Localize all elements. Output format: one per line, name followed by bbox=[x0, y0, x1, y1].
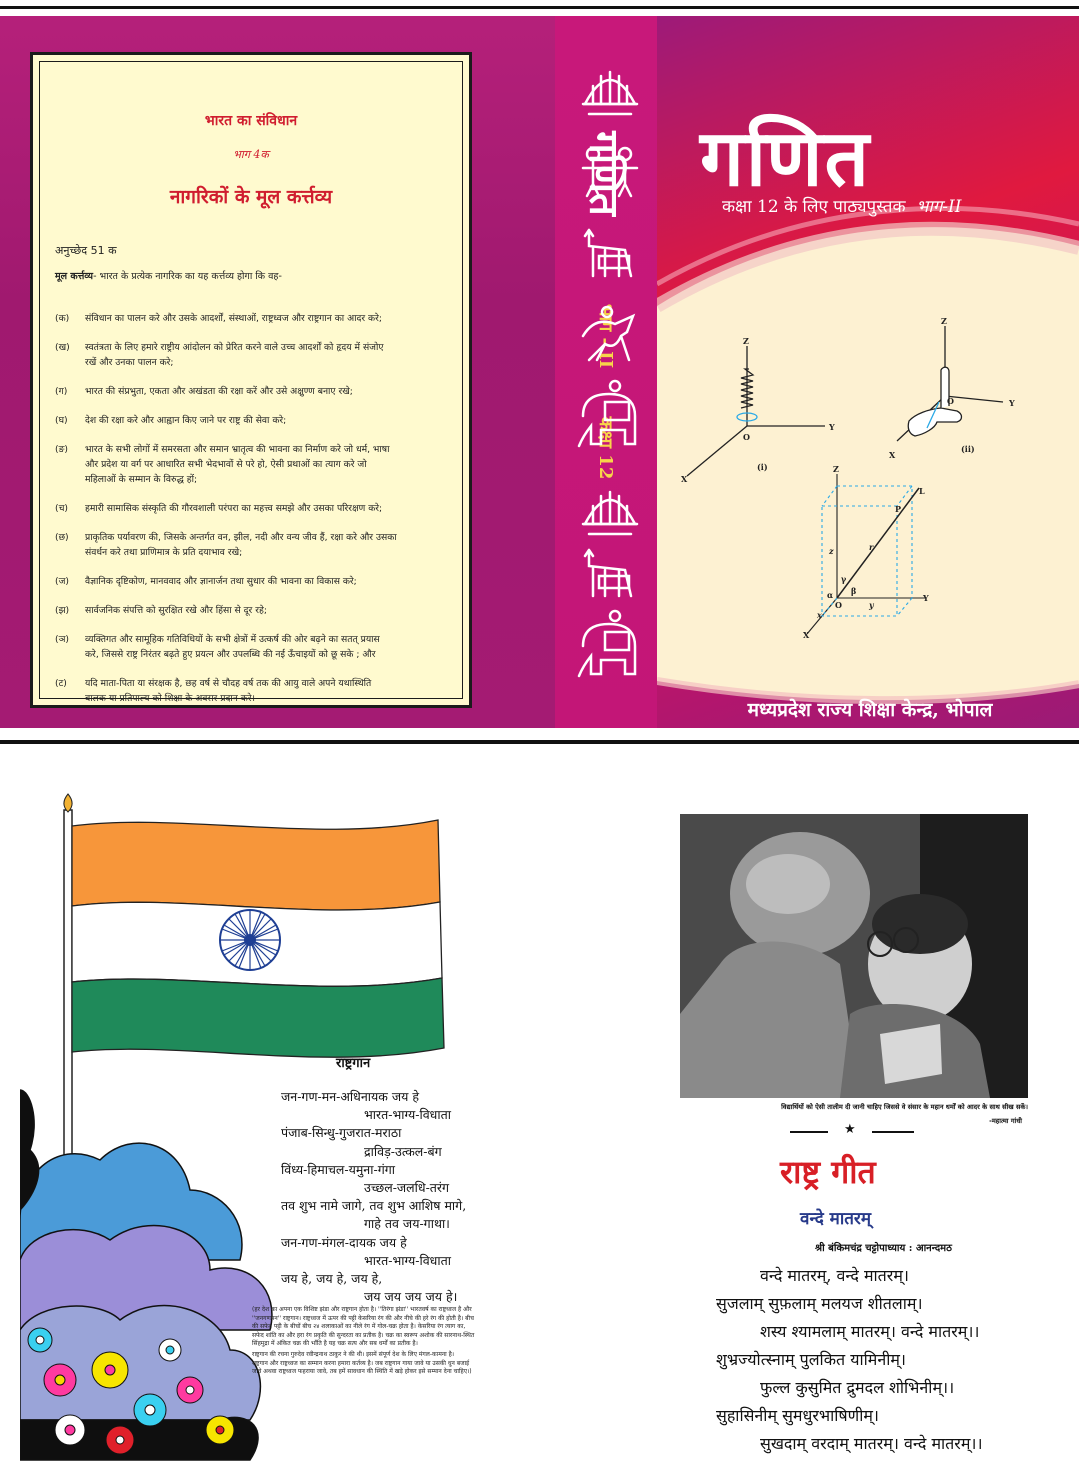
gandhi-photo bbox=[680, 814, 1028, 1098]
duty-line: करे, जिससे राष्ट्र निरंतर बढ़ते हुए प्रयत्न और उपलब्धि की नई ऊँचाइयों को छू सके ; और bbox=[85, 649, 376, 660]
song-line: सुजलाम् सुफ़लाम् मलयज शीतलाम्। bbox=[716, 1294, 923, 1313]
fig1-z-label: Z bbox=[743, 336, 749, 346]
duty-item bbox=[55, 574, 455, 589]
anthem-note-line: (हर देश का अपना एक विशिष्ट झंडा और राष्ट्रगान होता है। ''तिरंगा झंडा'' भारतवर्ष का राष्ट्रध्वज है और bbox=[252, 1306, 472, 1313]
deer-icon-2 bbox=[585, 550, 631, 596]
publisher-name: मध्यप्रदेश राज्य शिक्षा केन्द्र, भोपाल bbox=[747, 699, 993, 721]
anthem-line: गाहे तव जय-गाथा। bbox=[364, 1216, 450, 1232]
divider-left bbox=[790, 1131, 828, 1133]
song-line: फुल्ल कुसुमित द्रुमदल शोभिनीम्।। bbox=[760, 1378, 955, 1397]
duty-text bbox=[85, 340, 455, 370]
duty-line: प्राकृतिक पर्यावरण की, जिसके अन्तर्गत वन, झील, नदी और वन्य जीव हैं, रक्षा करे और उसका bbox=[85, 532, 397, 543]
fig1-y-label: Y bbox=[829, 422, 835, 432]
duty-item bbox=[55, 340, 455, 370]
fig3-xsmall-label: x bbox=[817, 610, 822, 620]
duty-line: संविधान का पालन करे और उसके आदर्शों, संस्थाओं, राष्ट्रध्वज और राष्ट्रगान का आदर करे; bbox=[85, 313, 382, 324]
duty-line: रखें और उनका पालन करे; bbox=[85, 357, 174, 368]
duty-line: यदि माता-पिता या संरक्षक है, छह वर्ष से चौदह वर्ष तक की आयु वाले अपने यथास्थिति bbox=[85, 678, 372, 689]
duty-key: (घ) bbox=[55, 415, 68, 426]
photo-caption: विद्यार्थियों को ऐसी तालीम दी जानी चाहिए जिससे वे संसार के महान धर्मों को आदर के साथ सीख सकें। bbox=[781, 1103, 1028, 1111]
duty-text bbox=[85, 530, 455, 560]
dancers-icon bbox=[583, 148, 637, 196]
duty-item bbox=[55, 530, 455, 560]
duty-key: (च) bbox=[55, 503, 69, 514]
fig3-gamma-label: γ bbox=[841, 574, 847, 584]
duty-item bbox=[55, 311, 455, 326]
duty-key: (ञ) bbox=[55, 634, 69, 645]
fig3-z-label: Z bbox=[833, 464, 839, 474]
duty-line: व्यक्तिगत और सामूहिक गतिविधियों के सभी क्षेत्रों में उत्कर्ष की ओर बढ़ने का सतत् प्रयास bbox=[85, 634, 380, 645]
duty-line: हमारी सामासिक संस्कृति की गौरवशाली परंपरा का महत्त्व समझे और उसका परिरक्षण करे; bbox=[85, 503, 383, 514]
fig2-y-label: Y bbox=[1009, 398, 1015, 408]
middle-rule bbox=[0, 740, 1079, 744]
fig3-ysmall-label: y bbox=[869, 600, 874, 610]
song-author: श्री बंकिमचंद्र चट्टोपाध्याय : आनन्दमठ bbox=[815, 1243, 952, 1254]
duty-key: (क) bbox=[55, 313, 70, 324]
anthem-line: जय जय जय जय हे। bbox=[364, 1289, 458, 1305]
elephant-icon bbox=[579, 381, 635, 446]
elephant-icon-2 bbox=[579, 611, 635, 676]
part-label: भाग 4क bbox=[233, 148, 269, 161]
fig1-caption: (i) bbox=[757, 462, 768, 472]
deer-icon bbox=[585, 230, 631, 276]
divider-right bbox=[872, 1131, 914, 1133]
duty-text bbox=[85, 574, 455, 589]
duty-item bbox=[55, 384, 455, 399]
fig2-x-label: X bbox=[889, 450, 896, 460]
spine-part: भाग - II bbox=[595, 303, 616, 369]
duty-key: (ग) bbox=[55, 386, 68, 397]
duty-text bbox=[85, 501, 455, 516]
anthem-line: पंजाब-सिन्धु-गुजरात-मराठा bbox=[281, 1125, 402, 1141]
anthem-note-line: राष्ट्रगान की रचना गुरुदेव रवीन्द्रनाथ ठाकुर ने की थी। इसमें संपूर्ण देश के लिए मंगल-कामना है। bbox=[252, 1350, 455, 1358]
duty-text bbox=[85, 442, 455, 487]
anthem-line: जय हे, जय हे, जय हे, bbox=[281, 1271, 383, 1286]
fig2-z-label: Z bbox=[941, 316, 947, 326]
spine-class: कक्षा 12 bbox=[595, 416, 616, 480]
duty-item bbox=[55, 501, 455, 516]
diagram-labels bbox=[657, 16, 1079, 728]
duty-line: देश की रक्षा करे और आह्वान किए जाने पर राष्ट्र की सेवा करे; bbox=[85, 415, 287, 426]
anthem-line: उच्छल-जलधि-तरंग bbox=[364, 1180, 450, 1195]
duty-key: (ट) bbox=[55, 678, 67, 689]
duty-item bbox=[55, 413, 455, 428]
song-title: राष्ट्र गीत bbox=[780, 1153, 876, 1191]
anthem-line: भारत-भाग्य-विधाता bbox=[364, 1252, 451, 1268]
duty-line: संवर्धन करे तथा प्राणिमात्र के प्रति दयाभाव रखे; bbox=[85, 547, 243, 558]
duty-line: वैज्ञानिक दृष्टिकोण, मानववाद और ज्ञानार्जन तथा सुधार की भावना का विकास करे; bbox=[85, 576, 357, 587]
duties-intro bbox=[55, 269, 455, 282]
duty-line: और प्रदेश या वर्ग पर आधारित सभी भेदभावों से परे हो, ऐसी प्रथाओं का त्याग करे जो bbox=[85, 459, 367, 470]
ashoka-chakra-icon bbox=[220, 910, 280, 970]
anthem-note bbox=[252, 1306, 508, 1377]
duty-text bbox=[85, 603, 455, 618]
part-text: भाग-II bbox=[916, 197, 962, 217]
duty-key: (ङ) bbox=[55, 444, 69, 455]
duties-heading: नागरिकों के मूल कर्त्तव्य bbox=[169, 186, 333, 208]
song-line: शुभ्रज्योत्स्नाम् पुलकित यामिनीम्। bbox=[716, 1350, 906, 1369]
subtitle-text: कक्षा 12 के लिए पाठ्यपुस्तक bbox=[722, 197, 906, 217]
anthem-note-line: की सफेद पट्टी के बीचों बीच २४ शलाकाओं का नीले रंग में गोल-चक्र होता है। केसरिया रंग त्याग का, bbox=[252, 1323, 466, 1331]
song-line: वन्दे मातरम्, वन्दे मातरम्। bbox=[760, 1266, 909, 1285]
fundamental-duties-panel bbox=[30, 52, 472, 708]
duty-text bbox=[85, 311, 455, 326]
stupa-icon-2 bbox=[583, 492, 637, 534]
fig3-alpha-label: α bbox=[827, 590, 834, 600]
duty-line: सार्वजनिक संपत्ति को सुरक्षित रखे और हिंसा से दूर रहे; bbox=[85, 605, 267, 616]
anthem-note-line: सिंहमुद्रा में अंकित चक्र की भाँति है यह चक्र सत्य और सब धर्मों का प्रतीक है। bbox=[252, 1340, 418, 1348]
duty-line: महिलाओं के सम्मान के विरुद्ध हों; bbox=[85, 474, 198, 485]
anthem-line: विंध्य-हिमाचल-यमुना-गंगा bbox=[281, 1161, 396, 1177]
duty-key: (झ) bbox=[55, 605, 70, 616]
fig3-o-label: O bbox=[835, 600, 842, 610]
anthem-line: भारत-भाग्य-विधाता bbox=[364, 1107, 451, 1123]
anthem-note-line: ''जनगणमन'' राष्ट्रगान। राष्ट्रध्वज में ऊपर की पट्टी केसरिया रंग की और नीचे की हरे रंग की होती है। बीच bbox=[252, 1314, 474, 1322]
duty-line: भारत के सभी लोगों में समरसता और समान भ्रातृत्व की भावना का निर्माण करे जो धर्म, भाषा bbox=[85, 444, 390, 455]
song-line: सुखदाम् वरदाम् मातरम्। वन्दे मातरम्।। bbox=[760, 1434, 983, 1453]
duty-line: स्वतंत्रता के लिए हमारे राष्ट्रीय आंदोलन को प्रेरित करने वाले उच्च आदर्शों को हृदय में संजोए bbox=[85, 342, 384, 353]
anthem-title: राष्ट्रगान bbox=[336, 1056, 371, 1071]
anthem-line: तव शुभ नामे जागे, तव शुभ आशिष मागे, bbox=[281, 1198, 467, 1214]
duty-text bbox=[85, 384, 455, 399]
duty-item bbox=[55, 442, 455, 487]
fig3-y-label: Y bbox=[923, 593, 929, 603]
intro-bold: मूल कर्त्तव्य bbox=[55, 271, 94, 282]
fig3-p-label: P bbox=[895, 504, 902, 514]
anthem-note-line: जावे अथवा राष्ट्रध्वज फहराया जावे, तब हमें सावधान की स्थिति में खड़े होकर इसे सम्मान देना चाहिए।) bbox=[252, 1368, 472, 1376]
spine-motifs bbox=[575, 56, 645, 686]
divider-star-icon: ★ bbox=[844, 1122, 856, 1137]
intro-text: - भारत के प्रत्येक नागरिक का यह कर्त्तव्य होगा कि वह- bbox=[93, 271, 282, 282]
duty-key: (छ) bbox=[55, 532, 69, 543]
duty-line: बालक या प्रतिपाल्य को शिक्षा के अवसर प्रदान करे। bbox=[85, 693, 256, 704]
top-rule bbox=[0, 6, 1079, 9]
song-line: सुहासिनीम् सुमधुरभाषिणीम्। bbox=[716, 1406, 879, 1425]
fig3-beta-label: β bbox=[851, 586, 857, 596]
article-label: अनुच्छेद 51 क bbox=[55, 244, 117, 257]
duty-item bbox=[55, 632, 455, 662]
fig3-l-label: L bbox=[919, 486, 925, 496]
fig2-o-label: O bbox=[947, 396, 954, 406]
fig1-x-label: X bbox=[681, 474, 688, 484]
fig2-caption: (ii) bbox=[961, 444, 975, 454]
duty-item bbox=[55, 603, 455, 618]
indian-flag bbox=[72, 820, 444, 1057]
duty-item bbox=[55, 676, 455, 706]
anthem-note-line: सफेद शांति का और हरा रंग प्रकृति की सुन्दरता का प्रतीक है। चक्र का स्वरूप अशोक की सारनाथ-स्थित bbox=[252, 1331, 475, 1339]
duty-key: (ज) bbox=[55, 576, 69, 587]
book-cover bbox=[0, 16, 1079, 728]
fig3-r-label: r bbox=[869, 542, 874, 552]
song-line: शस्य श्यामलाम् मातरम्। वन्दे मातरम्।। bbox=[760, 1322, 980, 1341]
anthem-line: जन-गण-मन-अधिनायक जय हे bbox=[281, 1089, 419, 1104]
duty-text bbox=[85, 632, 455, 662]
horse-rider-icon bbox=[583, 307, 633, 360]
fig1-o-label: O bbox=[743, 432, 750, 442]
anthem-line: द्राविड़-उत्कल-बंग bbox=[364, 1143, 442, 1159]
constitution-title: भारत का संविधान bbox=[204, 113, 298, 129]
fig3-x-label: X bbox=[803, 630, 810, 640]
duty-line: भारत की संप्रभुता, एकता और अखंडता की रक्षा करें और उसे अक्षुण्ण बनाए रखे; bbox=[85, 386, 353, 397]
anthem-note-line: राष्ट्रगान और राष्ट्रध्वज का सम्मान करना हमारा कर्तव्य है। जब राष्ट्रगान गाया जावे या उसकी धुन बजाई bbox=[252, 1359, 470, 1367]
duty-text bbox=[85, 676, 455, 706]
cover-title: गणित bbox=[700, 113, 871, 204]
anthem-line: जन-गण-मंगल-दायक जय हे bbox=[281, 1234, 407, 1250]
spine-title: गणित bbox=[580, 131, 628, 216]
stupa-icon bbox=[583, 72, 637, 114]
fig3-zsmall-label: z bbox=[829, 546, 834, 556]
duty-text bbox=[85, 413, 455, 428]
photo-author: -महात्मा गांधी bbox=[989, 1117, 1022, 1125]
song-subtitle: वन्दे मातरम् bbox=[800, 1209, 872, 1229]
duty-key: (ख) bbox=[55, 342, 70, 353]
